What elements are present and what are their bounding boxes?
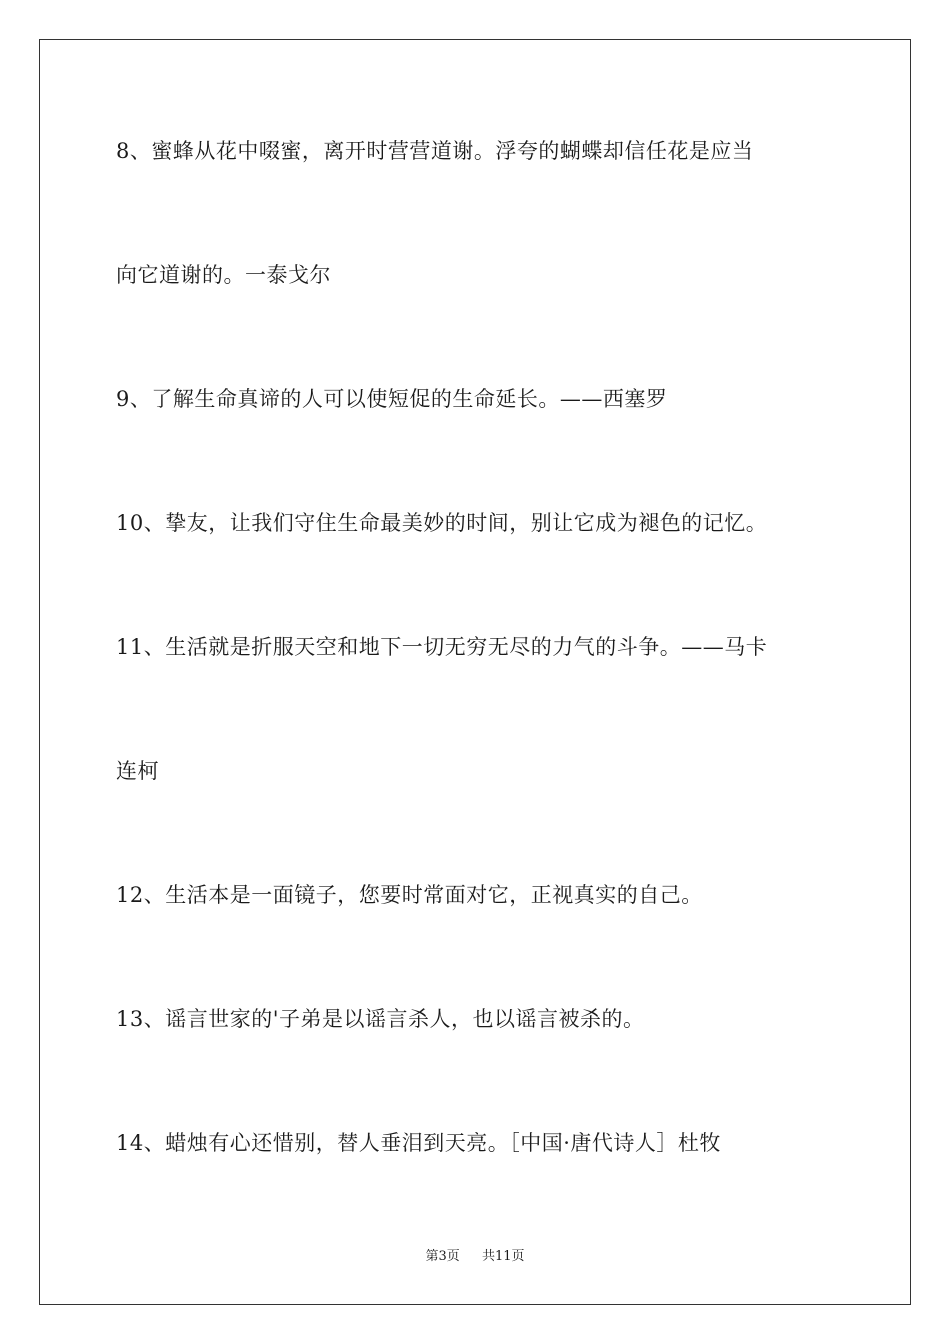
text-line: 向它道谢的。一泰戈尔	[116, 263, 331, 287]
text-line: 11、生活就是折服天空和地下一切无穷无尽的力气的斗争。——马卡	[116, 635, 768, 659]
text-line: 13、谣言世家的'子弟是以谣言杀人，也以谣言被杀的。	[116, 1007, 645, 1031]
text-line: 8、蜜蜂从花中啜蜜，离开时营营道谢。浮夸的蝴蝶却信任花是应当	[116, 139, 754, 163]
text-line: 10、挚友，让我们守住生命最美妙的时间，别让它成为褪色的记忆。	[116, 511, 768, 535]
page-footer	[0, 1248, 950, 1266]
text-line: 9、了解生命真谛的人可以使短促的生命延长。——西塞罗	[116, 387, 668, 411]
text-line: 14、蜡烛有心还惜别，替人垂泪到天亮。［中国·唐代诗人］杜牧	[116, 1131, 721, 1155]
text-line: 连柯	[116, 759, 159, 783]
text-line: 12、生活本是一面镜子，您要时常面对它，正视真实的自己。	[116, 883, 703, 907]
page-number: 第3页	[425, 1249, 460, 1264]
page-border	[39, 39, 911, 1305]
total-pages: 共11页	[482, 1249, 525, 1264]
